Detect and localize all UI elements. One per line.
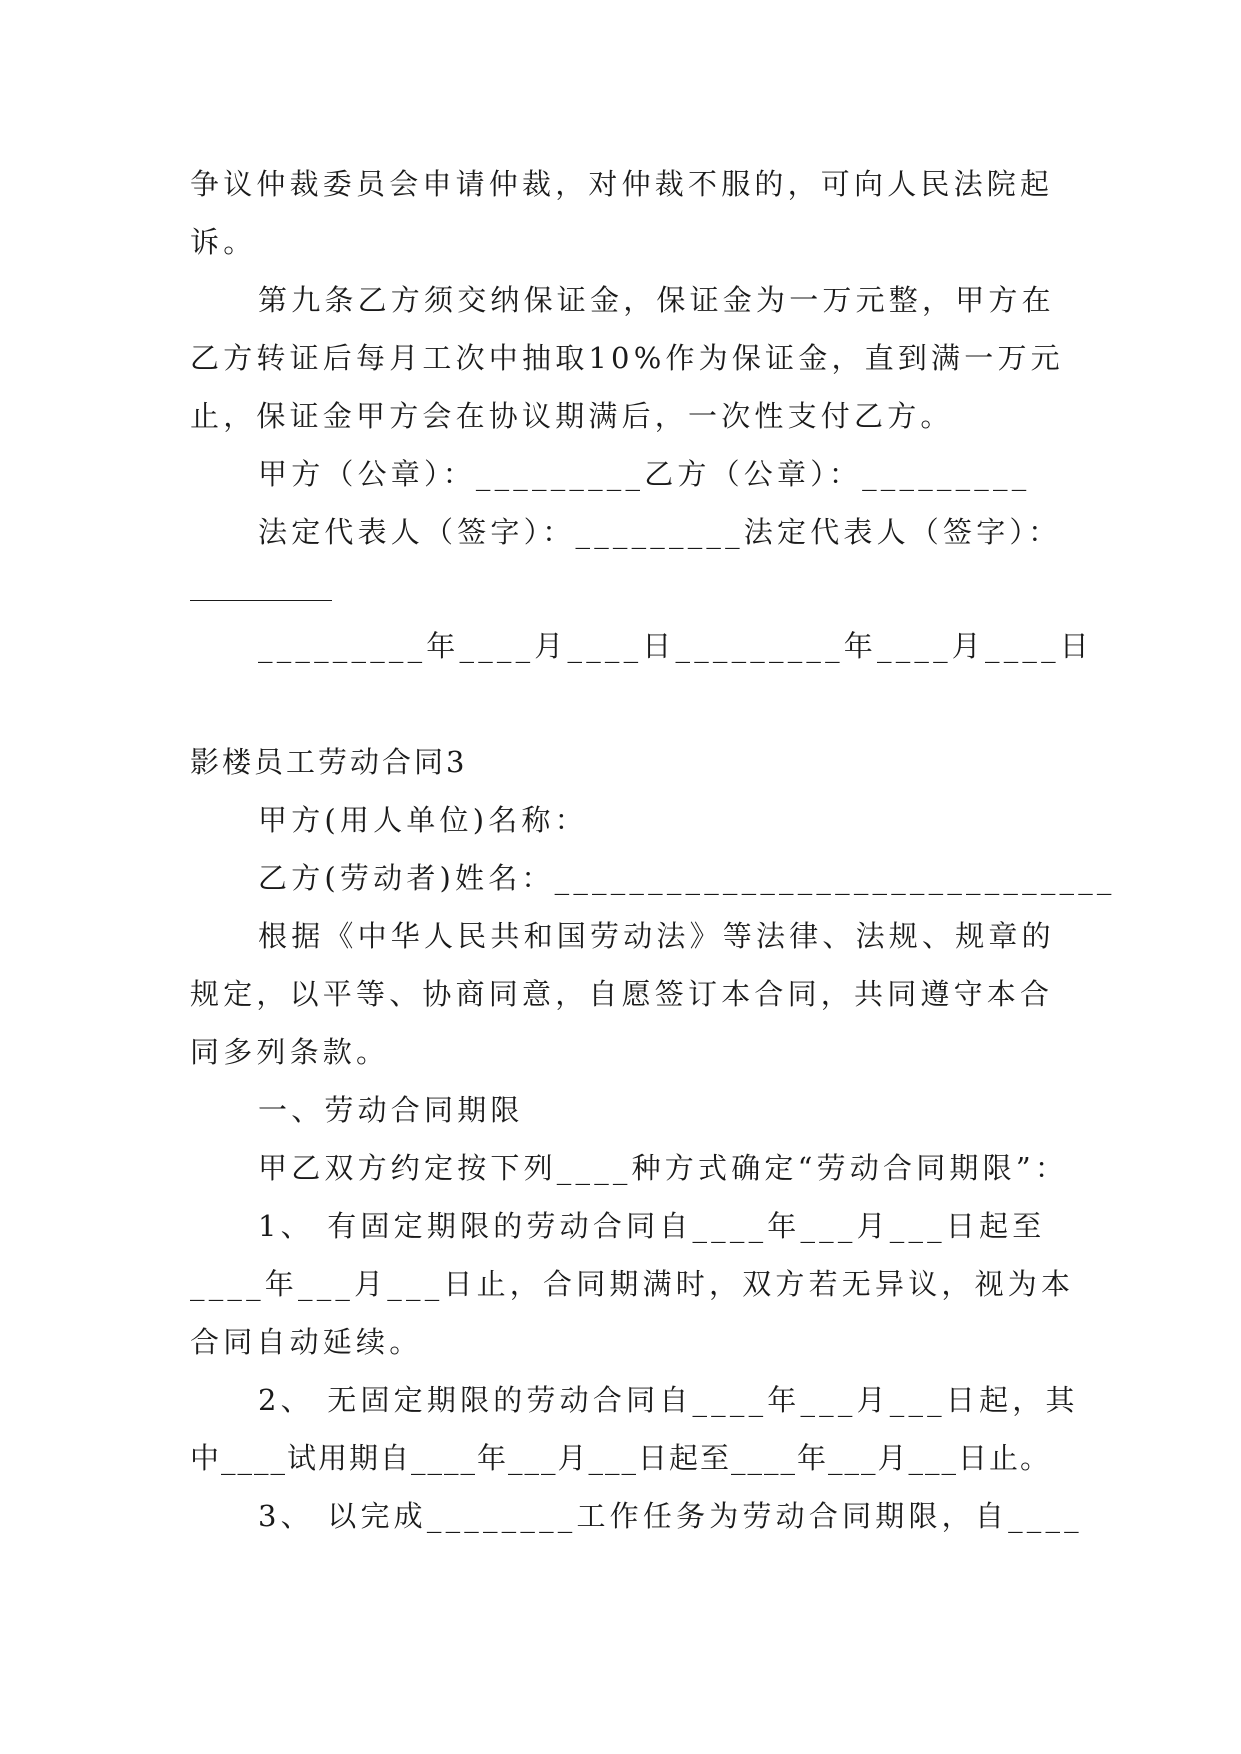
signature-blank [190,600,332,601]
clause-2-line: 2、 无固定期限的劳动合同自____年___月___日起，其 [258,1383,1079,1417]
paragraph-line: 甲乙双方约定按下列____种方式确定“劳动合同期限”： [258,1151,1069,1185]
signature-line: 法定代表人（签字）：_________法定代表人（签字）： [258,515,1062,549]
paragraph-line: 乙方转证后每月工次中抽取10%作为保证金，直到满一万元 [190,341,1064,375]
clause-3-line: 3、 以完成________工作任务为劳动合同期限，自____ [258,1499,1083,1533]
paragraph-line: 根据《中华人民共和国劳动法》等法律、法规、规章的 [258,919,1055,953]
clause-1-line: 1、 有固定期限的劳动合同自____年___月___日起至 [258,1209,1046,1243]
article-nine-line: 第九条乙方须交纳保证金，保证金为一万元整，甲方在 [258,283,1055,317]
employer-name-line: 甲方(用人单位)名称： [258,803,588,837]
paragraph-line: 止，保证金甲方会在协议期满后，一次性支付乙方。 [190,399,954,433]
paragraph-line: ____年___月___日止，合同期满时，双方若无异议，视为本 [190,1267,1075,1301]
seal-line: 甲方（公章）：_________乙方（公章）：_________ [258,457,1031,491]
paragraph-line: 合同自动延续。 [190,1325,423,1359]
employee-name-line: 乙方(劳动者)姓名：______________________________ [258,861,1116,895]
paragraph-line: 规定，以平等、协商同意，自愿签订本合同，共同遵守本合 [190,977,1054,1011]
contract-title: 影楼员工劳动合同3 [190,745,468,779]
paragraph-line: 中____试用期自____年___月___日起至____年___月___日止。 [190,1441,1052,1475]
paragraph-line: 同多列条款。 [190,1035,390,1069]
date-line: _________年____月____日_________年____月____日 [258,629,1094,663]
section-heading: 一、劳动合同期限 [258,1093,524,1127]
paragraph-line: 争议仲裁委员会申请仲裁，对仲裁不服的，可向人民法院起 [190,167,1054,201]
paragraph-line: 诉。 [190,225,257,259]
